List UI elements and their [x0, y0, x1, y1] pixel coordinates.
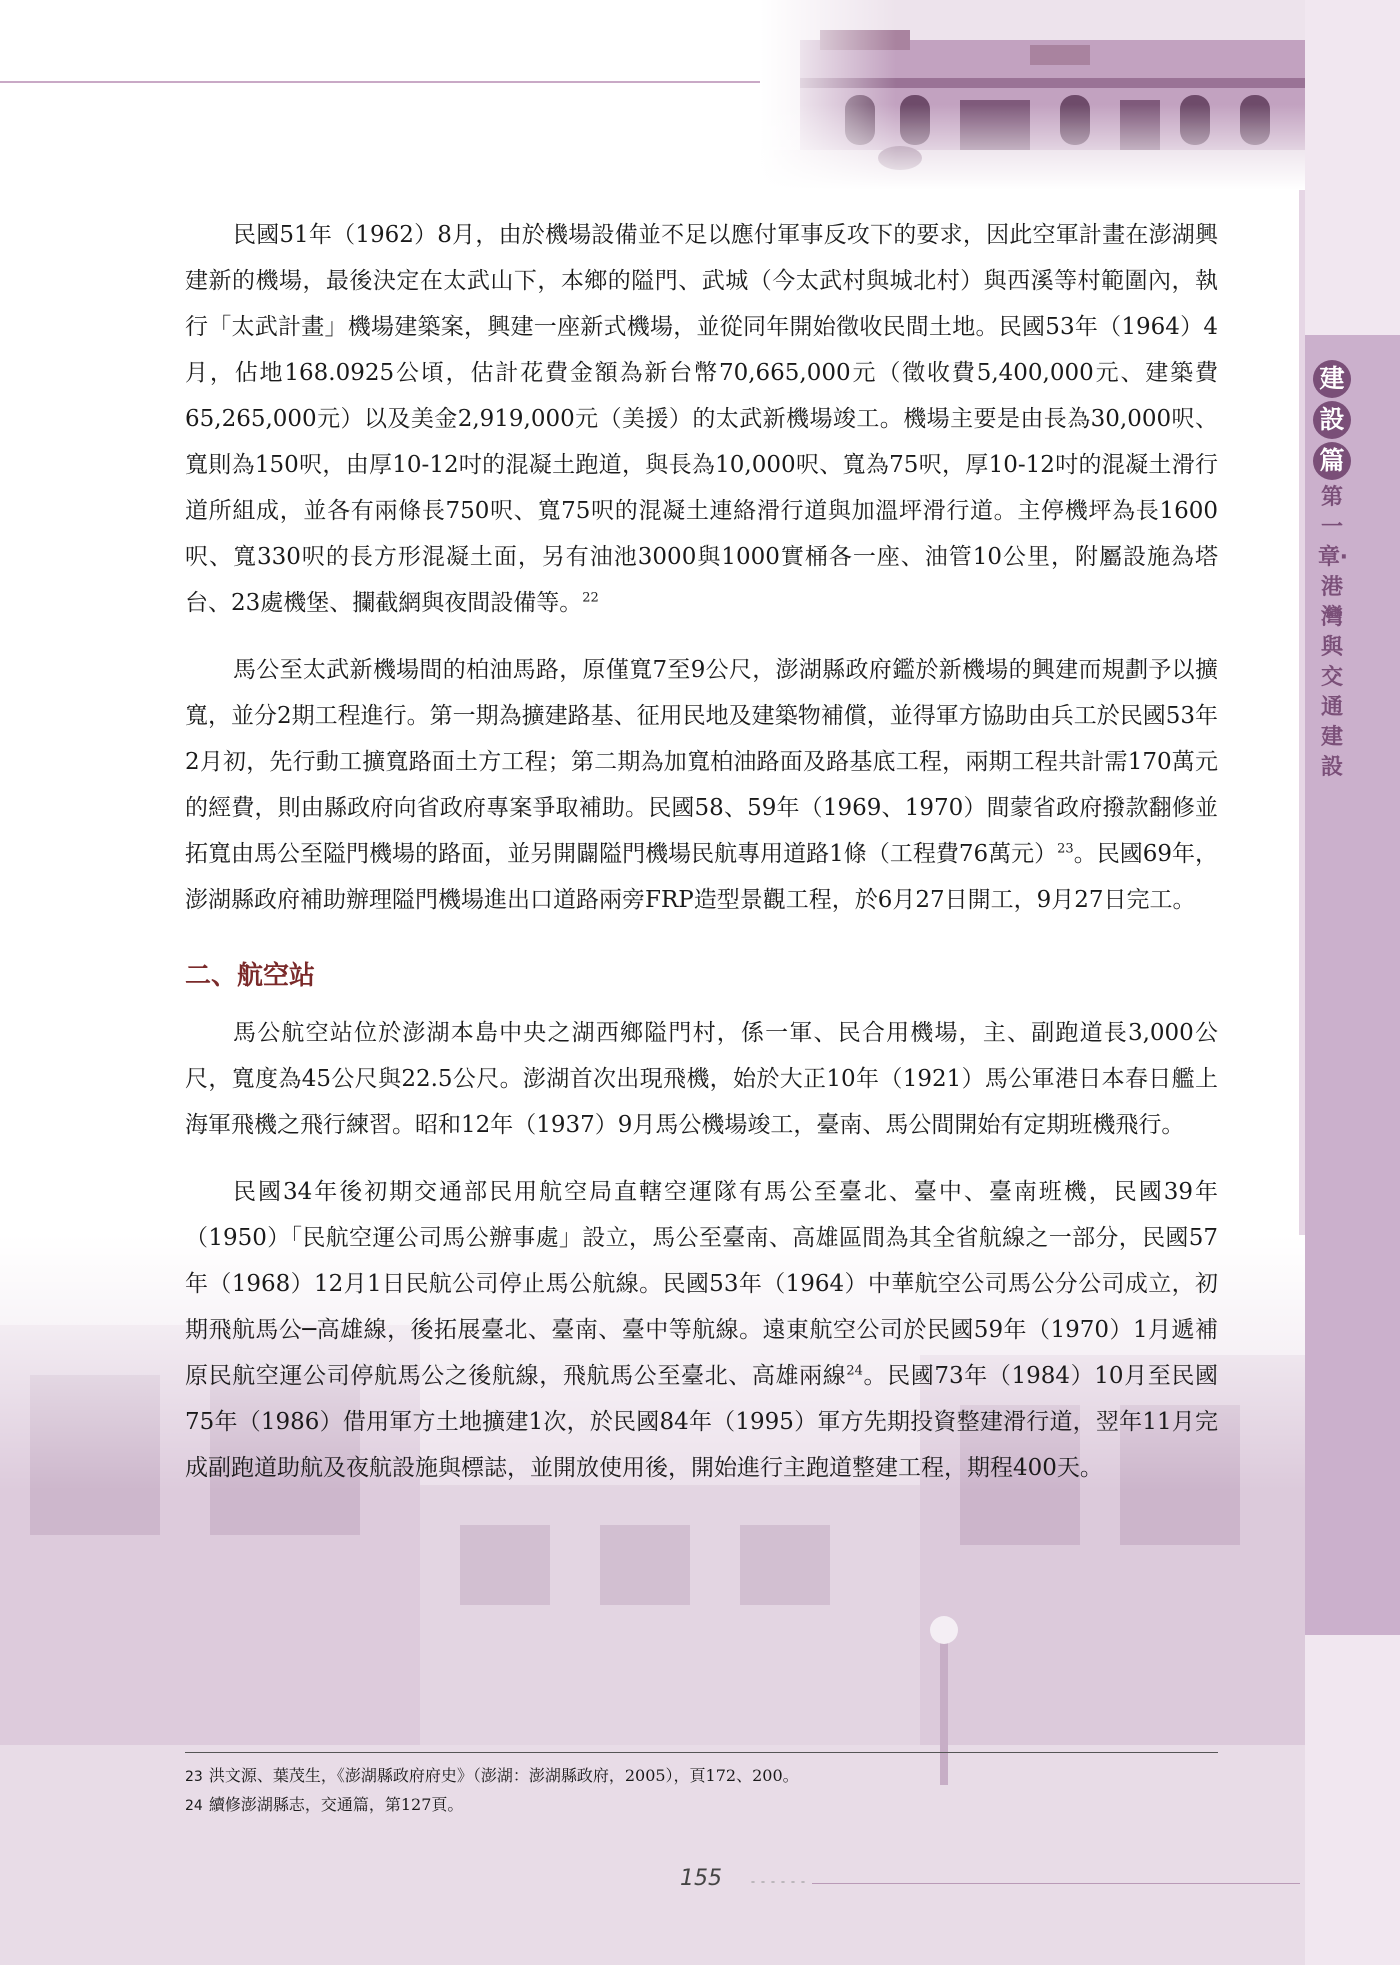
paragraph	[185, 1010, 1218, 1148]
paragraph-text: 。民國69年，澎湖縣政府補助辦理隘門機場進出口道路兩旁FRP造型景觀工程，於6月27日開工，9月27日完工。	[185, 841, 1218, 913]
page-dots	[748, 1880, 808, 1884]
paragraph	[185, 212, 1218, 626]
paragraph-text: 。民國73年（1984）10月至民國75年（1986）借用軍方土地擴建1次，於民國84年（1995）軍方先期投資整建滑行道，翌年11月完成副跑道助航及夜航設施與標誌，並開放使用後，開始進行主跑道整建工程，期程400天。	[185, 1363, 1219, 1481]
header-rule	[0, 81, 795, 83]
footer-rule	[812, 1883, 1300, 1884]
footnote-ref: 23	[1057, 841, 1074, 857]
paragraph-text: 民國51年（1962）8月，由於機場設備並不足以應付軍事反攻下的要求，因此空軍計畫在澎湖興建新的機場，最後決定在太武山下，本鄉的隘門、武城（今太武村與城北村）與西溪等村範圍內，執行「太武計畫」機場建築案，興建一座新式機場，並從同年開始徵收民間土地。民國53年（1964）4月，佔地168.0925公頃，估計花費金額為新台幣70,665,000元（徵收費5,400,000元、建築費65,265,000元）以及美金2,919,000元（美援）的太武新機場竣工。機場主要是由長為30,000呎、寬則為150呎，由厚10-12吋的混凝土跑道，與長為10,000呎、寬為75呎，厚10-12吋的混凝土滑行道所組成，並各有兩條長750呎、寬75呎的混凝土連絡滑行道與加溫坪滑行道。主停機坪為長1600呎、寬330呎的長方形混凝土面，另有油池3000與1000實桶各一座、油管10公里，附屬設施為塔台、23處機堡、攔截網與夜間設備等。	[185, 222, 1218, 616]
paragraph-text: 馬公航空站位於澎湖本島中央之湖西鄉隘門村，係一軍、民合用機場，主、副跑道長3,000公尺，寬度為45公尺與22.5公尺。澎湖首次出現飛機，始於大正10年（1921）馬公軍港日本春日艦上海軍飛機之飛行練習。昭和12年（1937）9月馬公機場竣工，臺南、馬公間開始有定期班機飛行。	[185, 1020, 1218, 1138]
footnote-text: 續修澎湖縣志，交通篇，第127頁。	[208, 1795, 464, 1814]
side-part-char: 建	[1313, 360, 1351, 398]
side-part-char: 篇	[1313, 442, 1351, 480]
footnote-ref: 24	[846, 1363, 863, 1379]
footnote-rule	[185, 1752, 1218, 1753]
paragraph-text: 民國34年後初期交通部民用航空局直轄空運隊有馬公至臺北、臺中、臺南班機，民國39年（1950）「民航空運公司馬公辦事處」設立，馬公至臺南、高雄區間為其全省航線之一部分，民國57年（1968）12月1日民航公司停止馬公航線。民國53年（1964）中華航空公司馬公分公司成立，初期飛航馬公─高雄線，後拓展臺北、臺南、臺中等航線。遠東航空公司於民國59年（1970）1月遞補原民航空運公司停航馬公之後航線，飛航馬公至臺北、高雄兩線	[185, 1179, 1218, 1389]
footnote	[185, 1762, 1218, 1791]
paragraph-text: 馬公至太武新機場間的柏油馬路，原僅寬7至9公尺，澎湖縣政府鑑於新機場的興建而規劃予以擴寬，並分2期工程進行。第一期為擴建路基、征用民地及建築物補償，並得軍方協助由兵工於民國53年2月初，先行動工擴寬路面土方工程；第二期為加寬柏油路面及路基底工程，兩期工程共計需170萬元的經費，則由縣政府向省政府專案爭取補助。民國58、59年（1969、1970）間蒙省政府撥款翻修並拓寬由馬公至隘門機場的路面，並另開闢隘門機場民航專用道路1條（工程費76萬元）	[185, 657, 1218, 867]
side-part-title	[1313, 360, 1353, 483]
footnote-number: 23	[185, 1769, 203, 1785]
side-part-char: 設	[1313, 401, 1351, 439]
page-number: 155	[680, 1866, 722, 1891]
footnote-text: 洪文源、葉茂生，《澎湖縣政府府史》（澎湖：澎湖縣政府，2005），頁172、200。	[208, 1766, 799, 1785]
side-chapter-title: 第一章‧港灣與交通建設	[1318, 485, 1348, 780]
footnote-number: 24	[185, 1798, 203, 1814]
header-building-photo	[760, 0, 1305, 190]
footnotes	[185, 1762, 1218, 1820]
footnote-ref: 22	[582, 590, 599, 606]
footnote	[185, 1791, 1218, 1820]
main-text	[185, 212, 1218, 1512]
section-heading: 二、航空站	[185, 961, 316, 991]
paragraph	[185, 647, 1218, 923]
paragraph	[185, 1169, 1218, 1491]
